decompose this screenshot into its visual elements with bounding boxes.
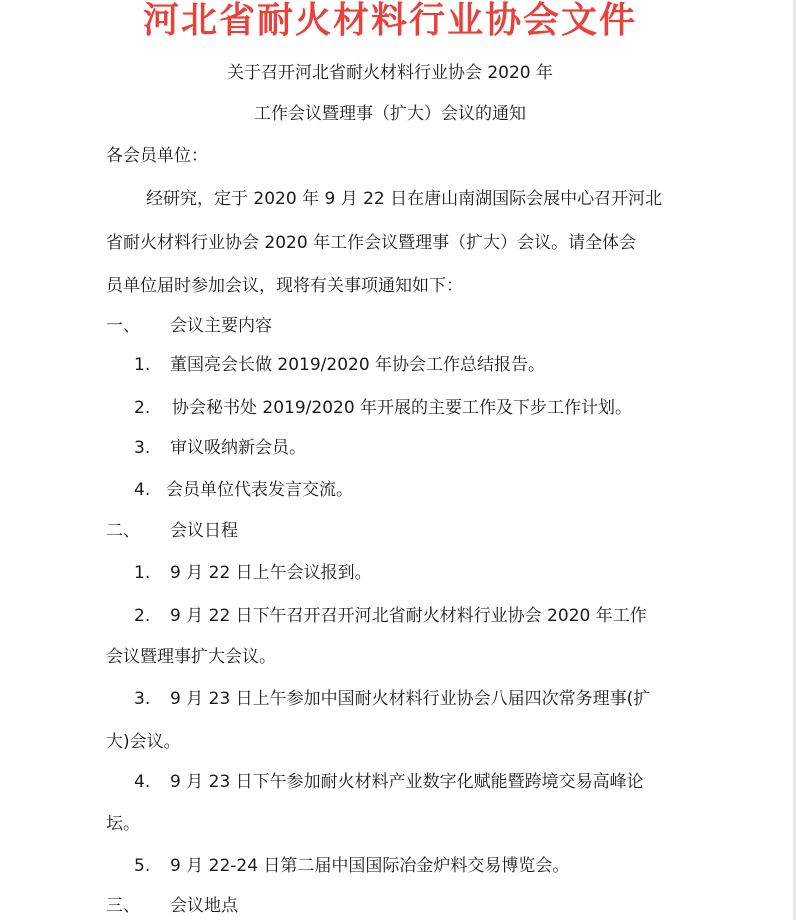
greeting: 各会员单位： (106, 146, 208, 166)
notice-title-line-2: 工作会议暨理事（扩大）会议的通知 (254, 104, 526, 124)
list-item-number: 2. (134, 398, 151, 418)
list-item-text: 9 月 22 日下午召开召开河北省耐火材料行业协会 2020 年工作 (170, 606, 647, 626)
list-item-text: 会员单位代表发言交流。 (166, 480, 353, 500)
list-item-number: 1. (134, 355, 151, 375)
list-item-text: 9 月 23 日上午参加中国耐火材料行业协会八届四次常务理事(扩 (170, 689, 651, 709)
list-item-number: 4. (134, 480, 151, 500)
list-item-number: 5. (134, 856, 151, 876)
section-number: 二、 (106, 521, 140, 541)
list-item-text: 协会秘书处 2019/2020 年开展的主要工作及下步工作计划。 (172, 398, 633, 418)
intro-line-2: 省耐火材料行业协会 2020 年工作会议暨理事（扩大）会议。请全体会 (106, 233, 637, 253)
intro-line-1: 经研究，定于 2020 年 9 月 22 日在唐山南湖国际会展中心召开河北 (146, 189, 663, 209)
list-item-text: 9 月 22-24 日第二届中国国际冶金炉料交易博览会。 (170, 856, 570, 876)
list-item-number: 3. (134, 689, 151, 709)
section-number: 一、 (106, 316, 140, 336)
intro-line-3: 员单位届时参加会议，现将有关事项通知如下： (106, 276, 463, 296)
document-title: 河北省耐火材料行业协会文件 (142, 0, 637, 41)
list-item-number: 3. (134, 438, 151, 458)
list-item-number: 4. (134, 772, 151, 792)
list-item-text: 审议吸纳新会员。 (170, 438, 306, 458)
list-item-number: 1. (134, 563, 151, 583)
section-heading: 会议主要内容 (170, 316, 272, 336)
list-item-continuation: 坛。 (106, 814, 140, 834)
list-item-text: 9 月 23 日下午参加耐火材料产业数字化赋能暨跨境交易高峰论 (170, 772, 644, 792)
list-item-text: 董国亮会长做 2019/2020 年协会工作总结报告。 (170, 355, 546, 375)
section-number: 三、 (106, 896, 140, 916)
list-item-continuation: 大)会议。 (106, 732, 181, 752)
notice-title-line-1: 关于召开河北省耐火材料行业协会 2020 年 (226, 63, 554, 83)
section-heading: 会议地点 (170, 896, 238, 916)
section-heading: 会议日程 (170, 521, 238, 541)
list-item-continuation: 会议暨理事扩大会议。 (106, 647, 276, 667)
list-item-number: 2. (134, 606, 151, 626)
list-item-text: 9 月 22 日上午会议报到。 (170, 563, 372, 583)
